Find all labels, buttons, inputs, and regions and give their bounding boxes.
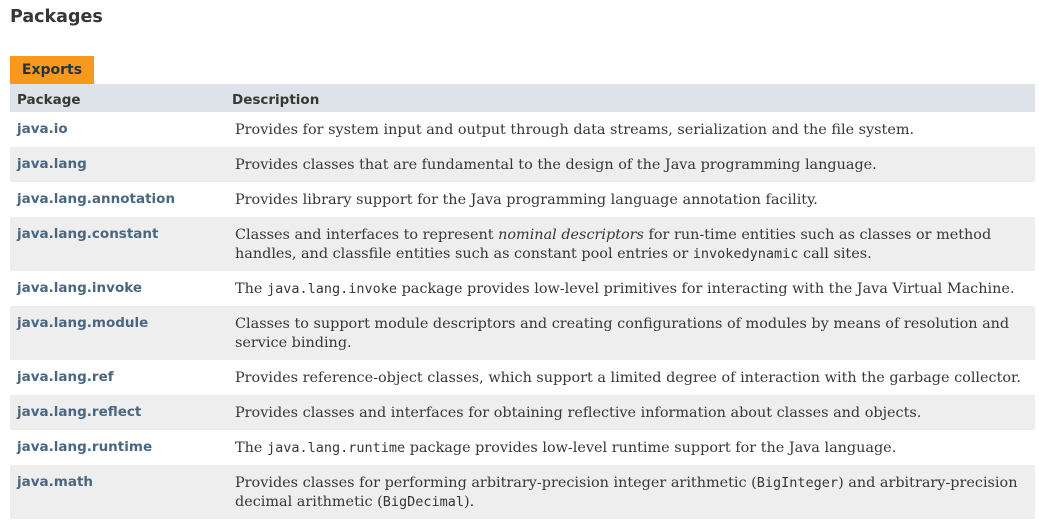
package-link[interactable]: java.lang.annotation [17, 191, 176, 207]
package-link[interactable]: java.lang.runtime [17, 439, 153, 455]
text-span: Provides reference-object classes, which support a limited degree of interaction with the garbage collector. [235, 370, 1021, 386]
text-span: ) and arbitrary-precision decimal arithmetic ( [235, 475, 1018, 510]
table-row [10, 306, 1035, 360]
text-span: call sites. [798, 246, 872, 262]
table-row [10, 271, 1035, 306]
text-span: Provides for system input and output through data streams, serialization and the file system. [235, 122, 915, 138]
text-span: package provides low-level runtime support for the Java language. [405, 440, 897, 456]
code-span: java.lang.runtime [266, 440, 406, 456]
emphasis-span: nominal descriptors [498, 227, 644, 243]
package-description [228, 271, 1035, 306]
tab-exports[interactable]: Exports [10, 56, 94, 84]
code-span: invokedynamic [692, 246, 799, 262]
text-span: Classes to support module descriptors and creating configurations of modules by means of resolution and service binding. [235, 316, 1010, 351]
package-description [228, 430, 1035, 465]
text-span: Provides classes that are fundamental to the design of the Java programming language. [235, 157, 877, 173]
column-header-description: Description [232, 92, 320, 108]
package-description [228, 465, 1035, 519]
text-span: ). [463, 494, 475, 510]
table-row [10, 147, 1035, 182]
table-row [10, 465, 1035, 519]
table-row [10, 395, 1035, 430]
package-description [228, 182, 1035, 217]
package-link[interactable]: java.lang.invoke [17, 280, 143, 296]
package-description [228, 217, 1035, 271]
table-row [10, 360, 1035, 395]
text-span: The [235, 281, 267, 297]
package-link[interactable]: java.lang.module [17, 315, 149, 331]
package-link[interactable]: java.lang.reflect [17, 404, 142, 420]
text-span: Provides library support for the Java programming language annotation facility. [235, 192, 818, 208]
package-description [228, 360, 1035, 395]
table-row [10, 112, 1035, 147]
package-link[interactable]: java.lang.ref [17, 369, 114, 385]
package-link[interactable]: java.math [17, 474, 94, 490]
package-link[interactable]: java.lang [17, 156, 87, 172]
code-span: BigInteger [756, 475, 839, 491]
code-span: java.lang.invoke [266, 281, 398, 297]
package-description [228, 306, 1035, 360]
package-link[interactable]: java.io [17, 121, 68, 137]
table-row [10, 430, 1035, 465]
table-row [10, 182, 1035, 217]
code-span: BigDecimal [382, 494, 464, 510]
text-span: Provides classes for performing arbitrary-precision integer arithmetic ( [235, 475, 757, 491]
text-span: package provides low-level primitives for interacting with the Java Virtual Machine. [397, 281, 1015, 297]
table-row [10, 217, 1035, 271]
table-header [10, 84, 1035, 112]
packages-table [10, 84, 1035, 519]
package-description [228, 147, 1035, 182]
package-description [228, 395, 1035, 430]
column-header-package: Package [17, 92, 81, 108]
page-title: Packages [10, 7, 103, 27]
package-link[interactable]: java.lang.constant [17, 226, 159, 242]
text-span: Classes and interfaces to represent [235, 227, 499, 243]
text-span: for run-time entities such as classes or method handles, and classfile entities such as constant pool entries or [235, 227, 992, 262]
package-description [228, 112, 1035, 147]
text-span: The [235, 440, 267, 456]
text-span: Provides classes and interfaces for obtaining reflective information about classes and objects. [235, 405, 922, 421]
